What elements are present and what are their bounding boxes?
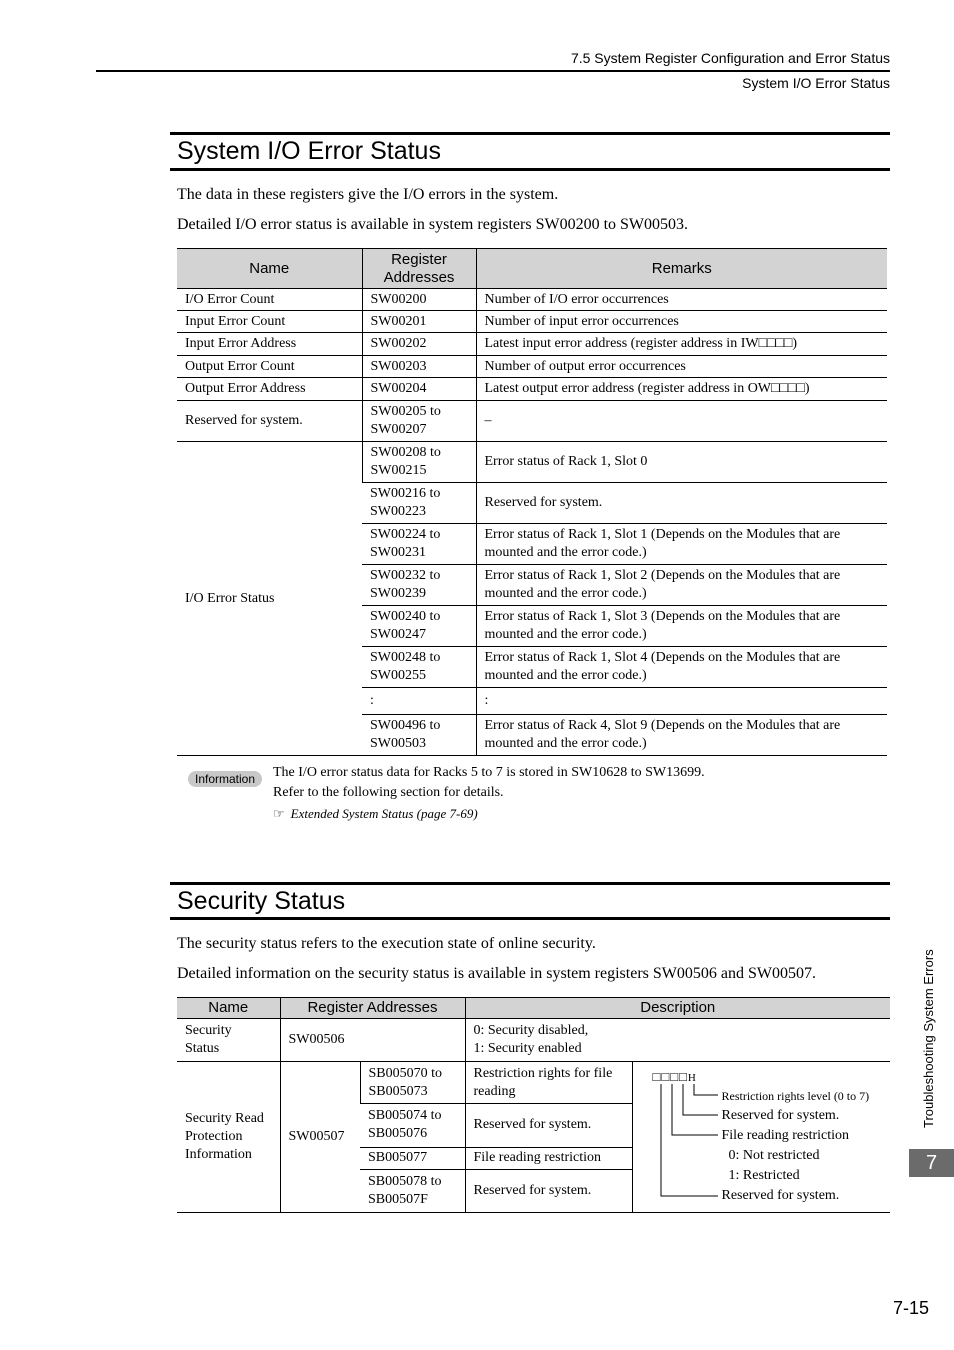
cell-bit-description: Reserved for system. [465, 1169, 632, 1212]
cell-remarks: : [476, 688, 887, 715]
diagram-label: 0: Not restricted [728, 1148, 820, 1163]
cell-address: SW00202 [362, 333, 476, 356]
diagram-label: Restriction rights level (0 to 7) [721, 1089, 870, 1103]
table-row [177, 289, 887, 311]
running-header-subsection: System I/O Error Status [742, 75, 890, 91]
table-row [177, 1062, 890, 1104]
information-line-2: Refer to the following section for details. [273, 785, 504, 800]
cell-address: SW00232 to SW00239 [362, 565, 476, 606]
cell-remarks: Error status of Rack 1, Slot 3 (Depends on the Modules that are mounted and the error code.) [476, 606, 887, 647]
information-badge: Information [188, 771, 262, 787]
chapter-number-tab: 7 [909, 1149, 954, 1177]
cell-address: SW00200 [362, 289, 476, 311]
security-intro-paragraph: The security status refers to the execution state of online security. [177, 935, 596, 952]
security-detail-paragraph: Detailed information on the security status is available in system registers SW00506 and SW00507. [177, 965, 816, 982]
section-title-io-error-status: System I/O Error Status [170, 132, 890, 171]
io-error-status-table [177, 248, 887, 756]
cell-address: SW00216 to SW00223 [362, 483, 476, 524]
cell-address: SW00507 [280, 1062, 360, 1213]
cell-remarks: Error status of Rack 1, Slot 0 [476, 442, 887, 483]
cell-address: SW00204 [362, 378, 476, 401]
cell-address: SW00248 to SW00255 [362, 647, 476, 688]
hex-suffix: H [687, 1072, 697, 1084]
cell-remarks: Error status of Rack 1, Slot 2 (Depends on the Modules that are mounted and the error code.) [476, 565, 887, 606]
table-row [177, 442, 887, 483]
cell-address: : [362, 688, 476, 715]
cell-remarks: Number of input error occurrences [476, 311, 887, 333]
page-number: 7-15 [893, 1298, 930, 1318]
diagram-label: File reading restriction [721, 1128, 850, 1143]
cell-remarks: Reserved for system. [476, 483, 887, 524]
cell-description: 0: Security disabled, 1: Security enabled [465, 1019, 890, 1062]
cell-remarks: Latest input error address (register address in IW□□□□) [476, 333, 887, 356]
security-status-table [177, 997, 890, 1213]
cell-bit-description: Restriction rights for file reading [465, 1062, 632, 1104]
cell-remarks: Error status of Rack 1, Slot 4 (Depends on the Modules that are mounted and the error code.) [476, 647, 887, 688]
table-row [177, 311, 887, 333]
cell-remarks: – [476, 401, 887, 442]
column-header-register-addresses: Register Addresses [280, 998, 465, 1019]
column-header-register-addresses: Register Addresses [362, 249, 476, 289]
cell-remarks: Number of output error occurrences [476, 356, 887, 378]
cross-reference [273, 806, 478, 822]
cell-remarks: Error status of Rack 4, Slot 9 (Depends on the Modules that are mounted and the error code.) [476, 715, 887, 756]
cell-address: SW00205 to SW00207 [362, 401, 476, 442]
cell-name: Input Error Address [177, 333, 362, 356]
cell-remarks: Error status of Rack 1, Slot 1 (Depends on the Modules that are mounted and the error code.) [476, 524, 887, 565]
cell-bit-address: SB005077 [360, 1147, 465, 1169]
diagram-label: Reserved for system. [721, 1188, 840, 1203]
cell-bit-address: SB005074 to SB005076 [360, 1104, 465, 1147]
cell-bit-address: SB005070 to SB005073 [360, 1062, 465, 1104]
cell-address: SW00203 [362, 356, 476, 378]
cell-name: Reserved for system. [177, 401, 362, 442]
cell-address: SW00506 [280, 1019, 465, 1062]
cell-address: SW00496 to SW00503 [362, 715, 476, 756]
io-intro-paragraph: The data in these registers give the I/O errors in the system. [177, 186, 559, 203]
column-header-name: Name [177, 998, 280, 1019]
running-header-section: 7.5 System Register Configuration and Error Status [570, 50, 890, 66]
io-detail-paragraph: Detailed I/O error status is available in system registers SW00200 to SW00503. [177, 216, 689, 233]
diagram-label: 1: Restricted [728, 1168, 800, 1183]
column-header-description: Description [465, 998, 890, 1019]
bit-boxes: □□□□ [652, 1069, 688, 1084]
cell-remarks: Latest output error address (register address in OW□□□□) [476, 378, 887, 401]
cell-name: Output Error Count [177, 356, 362, 378]
cell-bit-address: SB005078 to SB00507F [360, 1169, 465, 1212]
diagram-label: Reserved for system. [721, 1108, 840, 1123]
table-row [177, 356, 887, 378]
cell-address: SW00240 to SW00247 [362, 606, 476, 647]
cross-reference-link[interactable]: Extended System Status (page 7-69) [290, 806, 478, 821]
section-title-security-status: Security Status [170, 882, 890, 920]
column-header-name: Name [177, 249, 362, 289]
table-row [177, 333, 887, 356]
cell-name: Input Error Count [177, 311, 362, 333]
cell-bit-description: File reading restriction [465, 1147, 632, 1169]
header-rule [96, 70, 890, 72]
cell-address: SW00208 to SW00215 [362, 442, 476, 483]
cell-bit-description: Reserved for system. [465, 1104, 632, 1147]
pointing-hand-icon: ☞ [273, 806, 285, 821]
information-line-1: The I/O error status data for Racks 5 to 7 is stored in SW10628 to SW13699. [273, 765, 705, 780]
table-row [177, 1019, 890, 1062]
cell-name: Output Error Address [177, 378, 362, 401]
chapter-side-label: Troubleshooting System Errors [921, 949, 936, 1128]
cell-remarks: Number of I/O error occurrences [476, 289, 887, 311]
cell-address: SW00201 [362, 311, 476, 333]
cell-name: Security Status [177, 1019, 280, 1062]
column-header-remarks: Remarks [476, 249, 887, 289]
table-row [177, 378, 887, 401]
bit-field-diagram [632, 1062, 890, 1213]
cell-name: I/O Error Count [177, 289, 362, 311]
cell-name: Security Read Protection Information [177, 1062, 280, 1213]
cell-io-error-status-name: I/O Error Status [177, 442, 362, 756]
cell-address: SW00224 to SW00231 [362, 524, 476, 565]
table-row [177, 401, 887, 442]
